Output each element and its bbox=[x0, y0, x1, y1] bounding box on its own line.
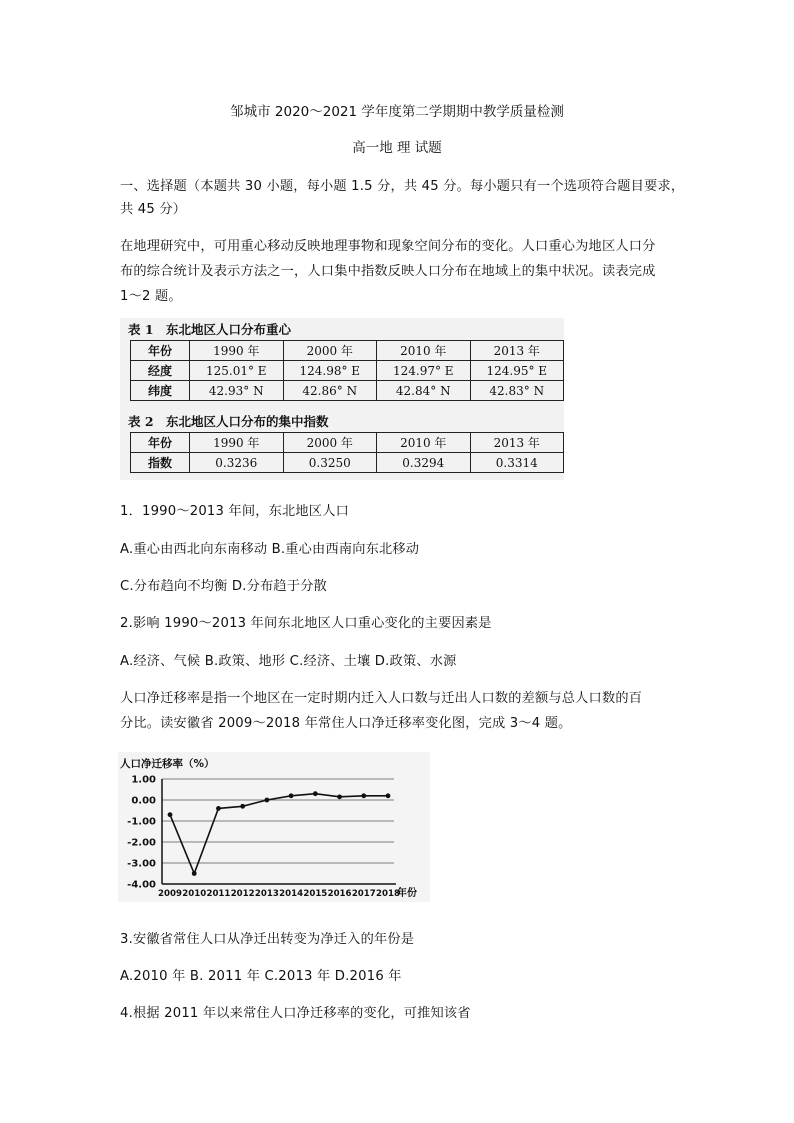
table-cell: 2010 年 bbox=[377, 341, 471, 361]
data-point bbox=[313, 791, 318, 796]
table-cell: 124.98° E bbox=[283, 361, 377, 381]
y-tick-label: -1.00 bbox=[127, 816, 156, 828]
table-cell: 42.84° N bbox=[377, 381, 471, 401]
x-tick-label: 2010 bbox=[182, 889, 207, 899]
table-cell: 42.93° N bbox=[190, 381, 284, 401]
x-tick-label: 2017 bbox=[351, 889, 376, 899]
x-tick-label: 2016 bbox=[327, 889, 352, 899]
chart-title: 人口净迁移率（%） bbox=[120, 758, 215, 770]
table-cell: 0.3250 bbox=[283, 453, 377, 473]
q3-options: A.2010 年 B. 2011 年 C.2013 年 D.2016 年 bbox=[120, 969, 402, 984]
y-tick-label: -2.00 bbox=[127, 837, 156, 849]
subject-title: 高一地 理 试题 bbox=[352, 140, 442, 156]
y-tick-label: 0.00 bbox=[131, 795, 156, 807]
data-point bbox=[216, 806, 221, 811]
data-point bbox=[386, 793, 391, 798]
table-cell: 2013 年 bbox=[470, 341, 564, 361]
q1-options-ab: A.重心由西北向东南移动 B.重心由西南向东北移动 bbox=[120, 542, 420, 557]
exam-title: 邹城市 2020～2021 学年度第二学期期中教学质量检测 bbox=[230, 104, 564, 120]
passage2-line2: 分比。读安徽省 2009～2018 年常住人口净迁移率变化图，完成 3～4 题。 bbox=[120, 716, 572, 731]
table-cell: 125.01° E bbox=[190, 361, 284, 381]
table2-header-row bbox=[131, 433, 564, 453]
q1-stem: 1．1990～2013 年间，东北地区人口 bbox=[120, 504, 349, 519]
table1-longitude-row bbox=[131, 361, 564, 381]
x-tick-label: 2014 bbox=[279, 889, 304, 899]
passage1-line1: 在地理研究中，可用重心移动反映地理事物和现象空间分布的变化。人口重心为地区人口分 bbox=[120, 239, 656, 254]
table-cell: 1990 年 bbox=[190, 341, 284, 361]
table-cell: 纬度 bbox=[131, 381, 190, 401]
data-point bbox=[361, 793, 366, 798]
passage1-line2: 布的综合统计及表示方法之一，人口集中指数反映人口分布在地域上的集中状况。读表完成 bbox=[120, 264, 656, 279]
x-axis-label: 年份 bbox=[397, 888, 417, 899]
table-cell: 42.86° N bbox=[283, 381, 377, 401]
table2-caption: 表 2 东北地区人口分布的集中指数 bbox=[128, 414, 329, 429]
q2-stem: 2.影响 1990～2013 年间东北地区人口重心变化的主要因素是 bbox=[120, 616, 492, 631]
q1-options-cd: C.分布趋向不均衡 D.分布趋于分散 bbox=[120, 579, 327, 594]
q2-options: A.经济、气候 B.政策、地形 C.经济、土壤 D.政策、水源 bbox=[120, 654, 457, 669]
x-tick-label: 2009 bbox=[158, 889, 182, 899]
data-point bbox=[264, 798, 269, 803]
y-tick-label: 1.00 bbox=[131, 774, 156, 786]
population-tables bbox=[120, 318, 564, 480]
section-heading-line2: 共 45 分） bbox=[120, 202, 187, 217]
x-tick-label: 2013 bbox=[254, 889, 279, 899]
x-tick-label: 2011 bbox=[206, 889, 231, 899]
table-cell: 0.3236 bbox=[190, 453, 284, 473]
table-cell: 42.83° N bbox=[470, 381, 564, 401]
table-cell: 2000 年 bbox=[283, 433, 377, 453]
table1-header-row bbox=[131, 341, 564, 361]
y-tick-label: -4.00 bbox=[127, 879, 156, 891]
passage2-line1: 人口净迁移率是指一个地区在一定时期内迁入人口数与迁出人口数的差额与总人口数的百 bbox=[120, 691, 643, 706]
table-cell: 指数 bbox=[131, 453, 190, 473]
table-cell: 1990 年 bbox=[190, 433, 284, 453]
table-cell: 0.3294 bbox=[377, 453, 471, 473]
table-cell: 124.95° E bbox=[470, 361, 564, 381]
q3-stem: 3.安徽省常住人口从净迁出转变为净迁入的年份是 bbox=[120, 932, 415, 947]
table1-caption: 表 1 东北地区人口分布重心 bbox=[128, 322, 292, 337]
section-heading-line1: 一、选择题（本题共 30 小题，每小题 1.5 分，共 45 分。每小题只有一个选项符合题目要求， bbox=[120, 179, 685, 194]
table2 bbox=[130, 432, 564, 473]
passage1-line3: 1～2 题。 bbox=[120, 289, 182, 304]
table-cell: 0.3314 bbox=[470, 453, 564, 473]
data-point bbox=[168, 812, 173, 817]
x-tick-label: 2015 bbox=[303, 889, 328, 899]
table2-index-row bbox=[131, 453, 564, 473]
table-cell: 年份 bbox=[131, 433, 190, 453]
data-point bbox=[337, 794, 342, 799]
table-cell: 年份 bbox=[131, 341, 190, 361]
x-tick-label: 2012 bbox=[230, 889, 255, 899]
y-tick-label: -3.00 bbox=[127, 858, 156, 870]
table-cell: 2010 年 bbox=[377, 433, 471, 453]
table-cell: 2000 年 bbox=[283, 341, 377, 361]
migration-rate-chart bbox=[118, 752, 430, 902]
x-tick-label: 2018 bbox=[376, 889, 400, 899]
table-cell: 124.97° E bbox=[377, 361, 471, 381]
table1 bbox=[130, 340, 564, 401]
series-line bbox=[170, 794, 388, 874]
q4-stem: 4.根据 2011 年以来常住人口净迁移率的变化，可推知该省 bbox=[120, 1006, 471, 1021]
data-point bbox=[240, 804, 245, 809]
table1-latitude-row bbox=[131, 381, 564, 401]
table-cell: 经度 bbox=[131, 361, 190, 381]
data-point bbox=[289, 793, 294, 798]
table-cell: 2013 年 bbox=[470, 433, 564, 453]
data-point bbox=[192, 871, 197, 876]
chart-svg bbox=[118, 752, 430, 902]
